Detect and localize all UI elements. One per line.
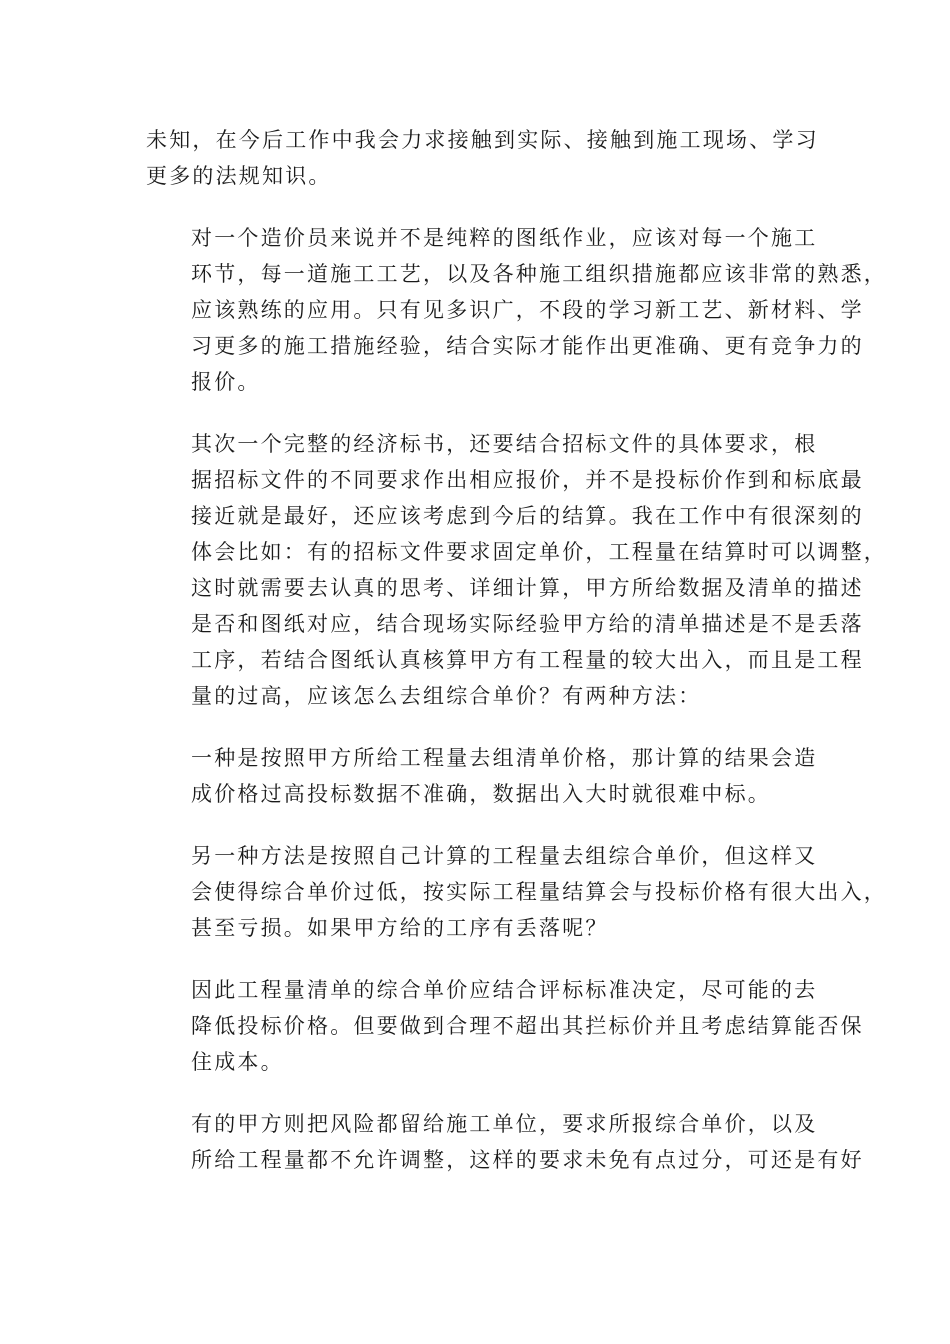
text-line: 工序，若结合图纸认真核算甲方有工程量的较大出入，而且是工程	[191, 648, 864, 672]
paragraph-6	[146, 972, 864, 1080]
text-line: 因此工程量清单的综合单价应结合评标标准决定，尽可能的去	[191, 978, 818, 1002]
paragraph-4	[146, 740, 818, 812]
text-line: 报价。	[191, 370, 261, 394]
text-line: 环节，每一道施工工艺，以及各种施工组织措施都应该非常的熟悉，	[191, 262, 887, 286]
text-line: 住成本。	[191, 1050, 284, 1074]
text-line: 成价格过高投标数据不准确，数据出入大时就很难中标。	[191, 782, 771, 806]
text-line: 接近就是最好，还应该考虑到今后的结算。我在工作中有很深刻的	[191, 504, 864, 528]
paragraph-7	[146, 1106, 864, 1178]
text-line: 其次一个完整的经济标书，还要结合招标文件的具体要求，根	[191, 432, 818, 456]
paragraph-5	[146, 838, 887, 946]
text-line: 所给工程量都不允许调整，这样的要求未免有点过分，可还是有好	[191, 1148, 864, 1172]
text-line: 是否和图纸对应，结合现场实际经验甲方给的清单描述是不是丢落	[191, 612, 864, 636]
text-line: 更多的法规知识。	[146, 164, 332, 188]
text-line: 应该熟练的应用。只有见多识广，不段的学习新工艺、新材料、学	[191, 298, 864, 322]
document-body	[146, 122, 887, 1204]
paragraph-3	[146, 426, 887, 714]
paragraph-1	[146, 122, 819, 194]
text-line: 据招标文件的不同要求作出相应报价，并不是投标价作到和标底最	[191, 468, 864, 492]
text-line: 量的过高，应该怎么去组综合单价？有两种方法：	[191, 684, 702, 708]
text-line: 降低投标价格。但要做到合理不超出其拦标价并且考虑结算能否保	[191, 1014, 864, 1038]
text-line: 体会比如：有的招标文件要求固定单价，工程量在结算时可以调整，	[191, 540, 887, 564]
text-line: 对一个造价员来说并不是纯粹的图纸作业，应该对每一个施工	[191, 226, 818, 250]
text-line: 习更多的施工措施经验，结合实际才能作出更准确、更有竞争力的	[191, 334, 864, 358]
text-line: 另一种方法是按照自己计算的工程量去组综合单价，但这样又	[191, 844, 818, 868]
text-line: 未知，在今后工作中我会力求接触到实际、接触到施工现场、学习	[146, 128, 819, 152]
paragraph-2	[146, 220, 887, 400]
text-line: 甚至亏损。如果甲方给的工序有丢落呢？	[191, 916, 609, 940]
text-line: 有的甲方则把风险都留给施工单位，要求所报综合单价，以及	[191, 1112, 818, 1136]
text-line: 一种是按照甲方所给工程量去组清单价格，那计算的结果会造	[191, 746, 818, 770]
text-line: 这时就需要去认真的思考、详细计算，甲方所给数据及清单的描述	[191, 576, 864, 600]
text-line: 会使得综合单价过低，按实际工程量结算会与投标价格有很大出入，	[191, 880, 887, 904]
